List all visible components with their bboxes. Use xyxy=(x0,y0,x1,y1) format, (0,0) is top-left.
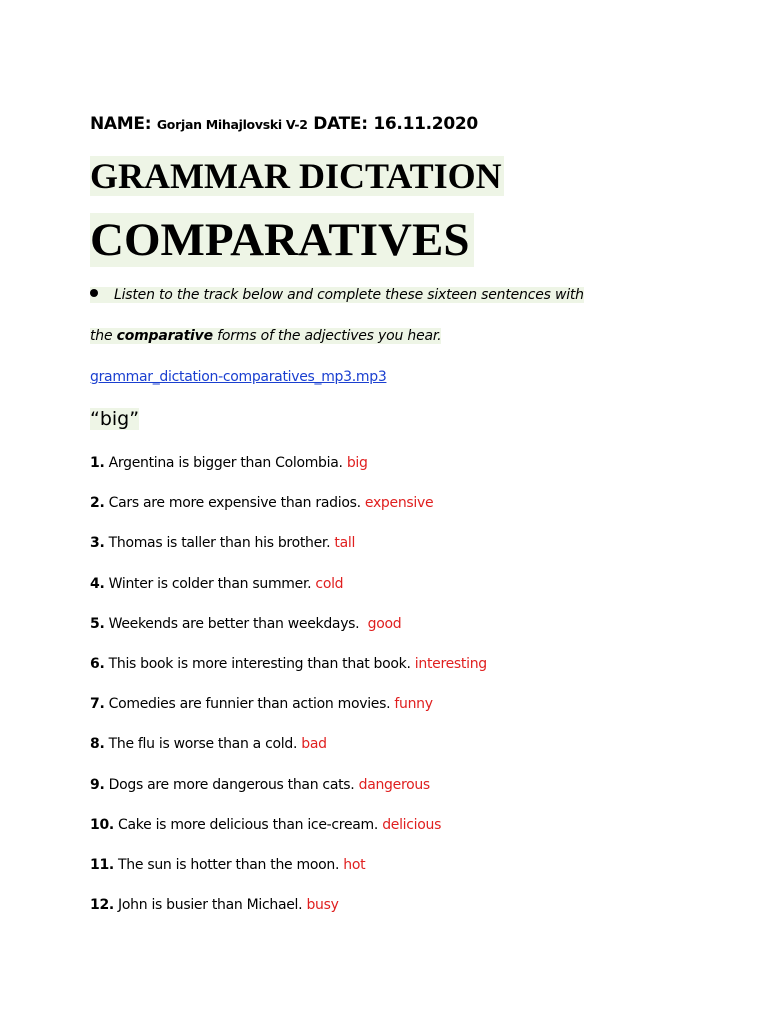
sentence-list xyxy=(90,455,487,937)
instruction-suffix: forms of the adjectives you hear. xyxy=(212,328,442,344)
sentence-text: The sun is hotter than the moon. xyxy=(113,856,344,873)
sentence-text: Dogs are more dangerous than cats. xyxy=(104,776,359,793)
instruction-line-1 xyxy=(90,287,584,303)
instruction-text-1: Listen to the track below and complete these sixteen sentences with xyxy=(114,287,584,303)
sentence-answer: delicious xyxy=(382,816,442,833)
sentence-number: 10. xyxy=(90,816,114,833)
student-name: Gorjan Mihajlovski V-2 xyxy=(156,117,308,132)
date-value: 16.11.2020 xyxy=(373,114,478,134)
sentence-answer: big xyxy=(346,455,368,471)
sentence-item xyxy=(90,736,487,776)
audio-file-link[interactable]: grammar_dictation-comparatives_mp3.mp3 xyxy=(90,369,387,385)
sentence-text: Cars are more expensive than radios. xyxy=(104,495,365,512)
sentence-number: 2. xyxy=(90,495,105,512)
sentence-number: 7. xyxy=(90,696,105,713)
instruction-prefix: the xyxy=(90,328,117,344)
sentence-number: 9. xyxy=(90,776,105,793)
sentence-text: Comedies are funnier than action movies. xyxy=(104,696,395,713)
sentence-answer: expensive xyxy=(364,495,434,512)
sentence-item xyxy=(90,455,487,495)
sentence-item xyxy=(90,897,487,937)
sentence-item xyxy=(90,857,487,897)
document-subtitle: COMPARATIVES xyxy=(90,213,474,267)
sentence-text: Thomas is taller than his brother. xyxy=(104,535,335,552)
sentence-answer: dangerous xyxy=(358,776,430,793)
sentence-number: 1. xyxy=(90,455,105,471)
document-title: GRAMMAR DICTATION xyxy=(90,156,502,196)
date-label: DATE: xyxy=(313,114,368,134)
sentence-item xyxy=(90,616,487,656)
sentence-number: 5. xyxy=(90,615,105,632)
bullet-icon xyxy=(90,289,98,297)
document-page xyxy=(90,0,730,1024)
sentence-number: 11. xyxy=(90,856,114,873)
sentence-item xyxy=(90,656,487,696)
sentence-answer: busy xyxy=(306,897,339,914)
sentence-text: Argentina is bigger than Colombia. xyxy=(104,455,347,471)
sentence-answer: interesting xyxy=(414,655,487,672)
sentence-text: Weekends are better than weekdays. xyxy=(104,615,368,632)
sentence-item xyxy=(90,817,487,857)
sentence-answer: good xyxy=(367,615,402,632)
name-label: NAME: xyxy=(90,114,152,134)
sentence-item xyxy=(90,696,487,736)
name-date-line xyxy=(90,114,478,134)
instruction-line-2 xyxy=(90,328,441,344)
sentence-text: Winter is colder than summer. xyxy=(104,575,316,592)
sentence-answer: bad xyxy=(301,736,327,753)
sentence-answer: cold xyxy=(315,575,344,592)
sentence-item xyxy=(90,535,487,575)
sentence-answer: hot xyxy=(343,856,366,873)
sentence-number: 3. xyxy=(90,535,105,552)
sentence-answer: tall xyxy=(334,535,356,552)
sentence-number: 12. xyxy=(90,897,114,914)
instruction-bold-word: comparative xyxy=(116,328,213,344)
sentence-item xyxy=(90,576,487,616)
sentence-text: The flu is worse than a cold. xyxy=(104,736,302,753)
sentence-answer: funny xyxy=(394,696,433,713)
sentence-number: 6. xyxy=(90,655,105,672)
sentence-text: John is busier than Michael. xyxy=(113,897,307,914)
sentence-text: Cake is more delicious than ice-cream. xyxy=(113,816,383,833)
example-word: “big” xyxy=(90,408,140,430)
sentence-number: 8. xyxy=(90,736,105,753)
sentence-number: 4. xyxy=(90,575,105,592)
sentence-text: This book is more interesting than that book. xyxy=(104,655,415,672)
sentence-item xyxy=(90,495,487,535)
sentence-item xyxy=(90,777,487,817)
